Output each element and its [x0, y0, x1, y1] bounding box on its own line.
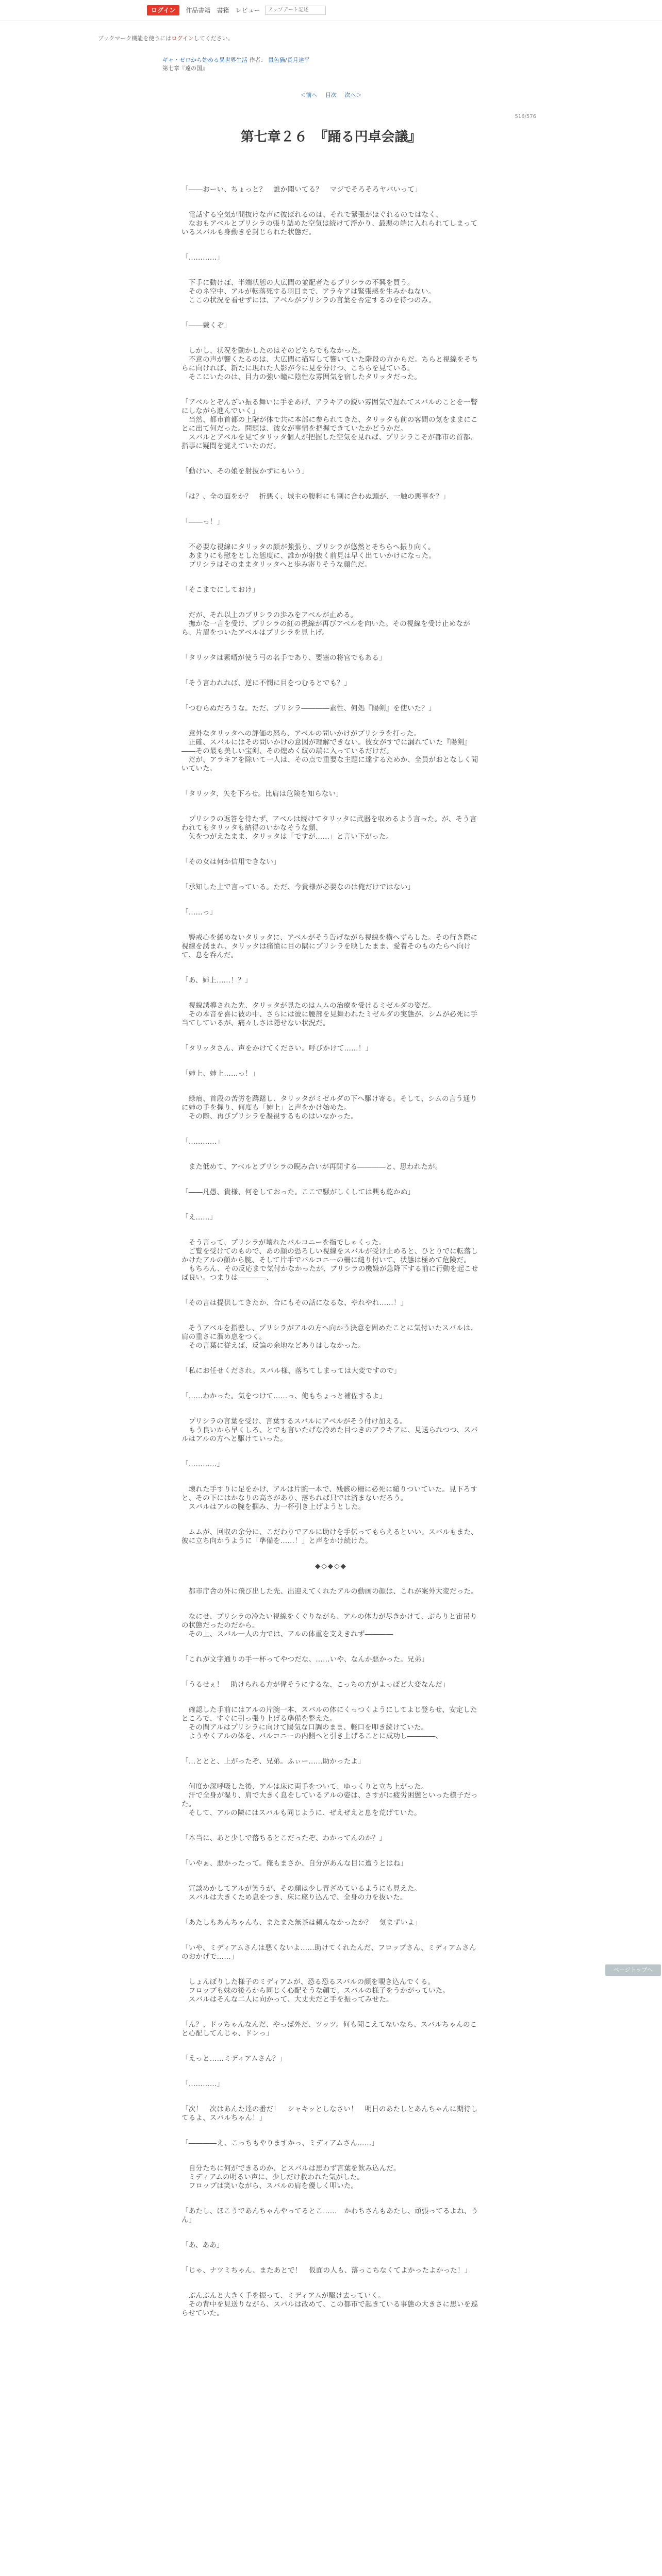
dialogue-line: 「――っ！」 — [181, 518, 224, 526]
narration-paragraph: 都市庁舎の外に飛び出した先、出迎えてくれたアルの動画の顔は、これが案外大変だった。 — [181, 1587, 478, 1596]
author-label: 作者： — [249, 57, 267, 63]
dialogue-line: 「本当に、あと少しで落ちるとこだったぞ、わかってんのか？」 — [181, 1834, 387, 1842]
narration-paragraph: 自分たちに何ができるのか、とスバルは思わず言葉を飲み込んだ。 ミディアムの明るい声に、少しだけ救われた気がした。 フロップは笑いながら、スバルの肩を優しく叩いた。 — [181, 2164, 401, 2190]
narration-paragraph: ムムが、回収の余分に、こだわりでアルに助けを手伝ってもらえるといい。スバルもまた、彼に立ち向かうように「準備を……！」と声をかけ続けた。 — [181, 1528, 478, 1545]
dialogue-line: 「そう言われれば、逆に不憫に目をつむるとでも？」 — [181, 679, 351, 687]
narration-paragraph: しかし、状況を動かしたのはそのどちらでもなかった。 不意の声が響くたるのは、大広間に描写して響いていた階段の方からだ。ちらと視線をそちらに向ければ、新たに現れた人影が今に見を分けつ、こちらを見ている。 そこにいたのは、目力の強い瞳に陰性な雰囲気を宿したタリッタだった。 — [181, 347, 478, 381]
dialogue-line: 「姉上、姉上……っ！」 — [181, 1070, 259, 1078]
novel-body — [181, 185, 481, 2334]
dialogue-line: 「――凡愚、貴様、何をしておった。ここで騒がしくしては興も乾かぬ」 — [181, 1188, 415, 1196]
narration-paragraph: 不必要な視線にタリッタの顔が強張り、プリシラが悠然とそちらへ振り向く。 あまりにも慰をとした態度に、誰かが射抜く前見は早く出ていかけになった。 プリシラはそのままタリッタへと歩み寄りそうな顔色だ。 — [181, 543, 436, 569]
narration-paragraph: そうアベルを指差し、プリシラがアルの方へ向かう決意を固めたことに気付いたスバルは、肩の重さに溜め息をつく。 その言葉に従えば、反論の余地などありはしなかった。 — [181, 1324, 477, 1350]
notice-suffix: してください。 — [193, 35, 234, 42]
dialogue-line: 「承知した上で言っている。ただ、今貴様が必要なのは俺だけではない」 — [181, 883, 415, 891]
top-nav-bar — [0, 0, 662, 21]
dialogue-line: 「…………」 — [181, 2080, 224, 2088]
notice-prefix: ブックマーク機能を使うには — [98, 35, 172, 42]
dialogue-line: 「そこまでにしておけ」 — [181, 586, 259, 594]
nav-link-reviews[interactable]: レビュー — [235, 7, 260, 14]
nav-link-works[interactable]: 作品書籍 — [186, 7, 211, 14]
search-input[interactable] — [265, 6, 326, 15]
dialogue-line: 「動けい、その娘を射抜かずにもいう」 — [181, 467, 309, 476]
page-counter: 516/576 — [515, 114, 536, 120]
dialogue-line: 「…ととと、上がったぞ、兄弟。ふぃー……助かったよ」 — [181, 1757, 365, 1766]
narration-paragraph: また低めて、アベルとプリシラの睨み合いが再開する――――と、思われたが。 — [181, 1163, 442, 1171]
narration-paragraph: しょんぼりした様子のミディアムが、恐る恐るスバルの顔を覗き込んでくる。 フロップも妹の後ろから同じく心配そうな顔で、スバルの様子をうかがっていた。 スバルはそんな二人に向かって、大丈夫だと手を振ってみせた。 — [181, 1978, 450, 2004]
narration-paragraph: 緑痕、首段の苦労を躊躇し、タリッタがミゼルダの下へ駆け寄る。そして、シムの言う通りに姉の手を握り、何度も「姉上」と声をかけ始めた。 その際、再びプリシラを凝視するものはいなかった。 — [181, 1095, 477, 1121]
dialogue-line: 「…………」 — [181, 1460, 224, 1468]
dialogue-line: 「――おーい、ちょっと？ 誰か聞いてる？ マジでそろそろヤバいって」 — [181, 185, 422, 194]
dialogue-line: 「あ、ああ」 — [181, 2241, 224, 2249]
dialogue-line: 「私にお任せくだされ。スバル様、落ちてしまっては大変ですので」 — [181, 1367, 401, 1375]
top-nav-inner — [147, 5, 326, 15]
narration-paragraph: 視線誘導された先、タリッタが見たのはムムの治療を受けるミゼルダの姿だ。 その本音を喜に彼の中、さらには彼に腰部を見舞われたミゼルダの実態が、シムが必死に手当てしているが、痛々しさは隠せない状況だ。 — [181, 1002, 478, 1027]
dialogue-line: 「あたし、ほこうであんちゃんやってるとこ…… かわちさんもあたし、頑張ってるよね、うん」 — [181, 2207, 478, 2224]
narration-paragraph: 確認した手前にはアルの片腕一本、スバルの体にくっつくようにしてよじ登らせ、安定したところで、すぐに引っ張り上げる準備を整えた。 その間アルはプリシラに向けて陽気な口調のまま、軽口を叩き続けていた。 ようやくアルの体を、バルコニーの内側へと引き上げることに成功し――――、 — [181, 1706, 477, 1740]
dialogue-line: 「じゃ、ナツミちゃん、またあとで！ 仮面の人も、落っこちなくてよかったよかった！」 — [181, 2266, 472, 2275]
dialogue-line: 「…………」 — [181, 253, 224, 262]
dialogue-line: 「――戴くぞ」 — [181, 321, 231, 330]
narration-paragraph: 意外なタリッタへの評価の怒ら、アベルの問いかけがプリシラを打った。 正確、スバルにはその問いかけの意図が理解できない。彼女がすでに漏れていた『陽剣』――その最も美しい宝剣、その煌めく紋の端に入っているだけだ。 だが、アラキアを除いて一人は、その点で重要な主題に達するためか、全員がおとなしく聞いていた。 — [181, 730, 478, 773]
dialogue-line: 「えっと……ミディアムさん？」 — [181, 2055, 287, 2063]
notice-login-link[interactable]: ログイン — [171, 35, 194, 42]
narration-paragraph: 何度か深呼吸した後、アルは床に両手をついて、ゆっくりと立ち上がった。 汗で全身が湿り、肩で大きく息をしているアルの姿は、さすがに疲労困憊といった様子だった。 そして、アルの隣にはスバルも同じように、ぜえぜえと息を荒げていた。 — [181, 1783, 478, 1817]
narration-paragraph: ぶんぶんと大きく手を振って、ミディアムが駆け去っていく。 その背中を見送りながら、スバルは改めて、この都市で起きている事態の大きさに思いを巡らせていた。 — [181, 2292, 478, 2317]
narration-paragraph: プリシラの返答を待たず、アベルは続けてタリッタに武器を収めるよう言った。が、そう言われてもタリッタも納得のいかなそうな顔、 矢をつがえたまま、タリッタは「ですが……」と言い下がった。 — [181, 815, 477, 841]
dialogue-line: 「あ、姉上……！？」 — [181, 976, 252, 985]
pager-top — [0, 91, 662, 99]
author-link[interactable]: 鼠色猫/長月達平 — [268, 57, 310, 63]
scene-separator: ◆◇◆◇◆ — [315, 1562, 347, 1570]
dialogue-line: 「つむらぬだろうな。ただ、プリシラ――――素性、何処『陽剣』を使いた？」 — [181, 704, 436, 713]
dialogue-line: 「タリッタは素晴が使う弓の名手であり、要塞の将官でもある」 — [181, 654, 386, 662]
dialogue-line: 「え……」 — [181, 1213, 217, 1222]
dialogue-line: 「その女は何か信用できない」 — [181, 858, 280, 866]
bookmark-notice — [98, 34, 234, 42]
dialogue-line: 「あたしもあんちゃんも、またまた無茶は頼んなかったか？ 気まずいよ」 — [181, 1919, 422, 1927]
narration-paragraph: 電話する空気が間抜けな声に彼ぼれるのは、それで緊張がほぐれるのではなく、 なおもアベルとプリシラの張り詰めた空気は続けて浮かり、最悪の端に入れられてしまっているスバルも身動きを封じられた状態だ。 — [181, 211, 478, 236]
narration-paragraph: 壊れた手すりに足をかけ、アルは片腕一本で、残骸の柵に必死に縋りついていた。見下ろすと、その下にはかなりの高さがあり、落ちれば只では済まないだろう。 スバルはアルの腕を掴み、力一杯引き上げようとした。 — [181, 1485, 478, 1511]
nav-link-books[interactable]: 書籍 — [217, 7, 229, 14]
dialogue-line: 「いや、ミディアムさんは悪くないよ……助けてくれたんだ、フロップさん、ミディアムさんのおかげで……」 — [181, 1944, 476, 1961]
dialogue-line: 「次！ 次はあんた達の番だ！ シャキッとしなさい！ 明日のあたしとあんちゃんに期待してるよ、スバルちゃん！」 — [181, 2105, 478, 2122]
narration-paragraph: そう言って、プリシラが壊れたバルコニーを指でしゃくった。 ご覧を受けてのもので、あの顔の恐ろしい視線をスバルが受け止めると、ひとりでに転落しかけたアルの顔から腕、そして片手でバルコニーの柵に縋り付いて、状態は極めて危険だ。 もちろん、その反応まで気付かなかったが、プリシラの機嫌が急降下する前に行動を起こせば良い。つまりは――――、 — [181, 1239, 478, 1282]
work-info — [162, 56, 310, 64]
dialogue-line: 「タリッタさん、声をかけてください。呼びかけて……！」 — [181, 1044, 373, 1053]
dialogue-line: 「うるせぇ！ 助けられる方が偉そうにするな、こっちの方がよっぽど大変なんだ」 — [181, 1681, 450, 1689]
narration-paragraph: 「アベルとぞんざい振る舞いに手をあげ、アラキアの鋭い雰囲気で遅れてスバルのことを一瞥にしながら進んでいく」 当然、都市首都の上階が体で共に本部に参られてきた、タリッタも前の客間の気をままにことに出て何だった。問題は、彼女が事情を把握できていたかどうかだ。 スバルとアベルを見てタリッタ個人が把握した空気を見れば、プリシラこそが都市の首都、指事に疑問を覚えていたのだ。 — [181, 398, 478, 450]
narration-paragraph: 下手に動けば、半端状態の大広間の並配者たるプリシラの不興を買う。 そのネ空中、アルが転落死する羽目まで、アラキアは緊張感を生みかねない。 ここの状況を看せずには、アベルがプリシラの言葉を否定するのを待つのみ。 — [181, 279, 436, 304]
dialogue-line: 「は？、全の面をか？ 折悪く、城主の腹料にも割に合わぬ頭が、一触の悪事を？」 — [181, 493, 450, 501]
prev-link[interactable]: ＜前へ — [300, 92, 318, 98]
dialogue-line: 「いやぁ、悪かったって。俺もまさか、自分があんな目に遭うとはね」 — [181, 1859, 408, 1868]
narration-paragraph: だが、それ以上のプリシラの歩みをアベルが止める。 撫かな一言を受け、プリシラの紅の視線が再びアベルを向いた。その視線を受け止めながら、片眉をついたアベルはプリシラを見上げ。 — [181, 611, 471, 637]
page-top-button[interactable]: ページトップへ — [605, 1964, 661, 1976]
dialogue-line: 「――――え、こっちもやりますかっ、ミディアムさん……」 — [181, 2139, 379, 2147]
chapter-section-label: 第七章『遠の国』 — [162, 65, 208, 72]
narration-paragraph: 警戒心を緩めないタリッタに、アベルがそう告げながら視線を横へずらした。その行き際に視線を誘まれ、タリッタは痛憤に目の隅にプリシラを映したまま、愛着そのものたらへ向けて、息を呑んだ。 — [181, 934, 478, 959]
dialogue-line: 「……わかった。気をつけて……っ、俺もちょっと補佐するよ」 — [181, 1392, 387, 1400]
narration-paragraph: 冗談めかしてアルが笑うが、その顔は少し青ざめているようにも見えた。 スバルは大きくため息をつき、床に座り込んで、全身の力を抜いた。 — [181, 1885, 422, 1902]
dialogue-line: 「…………」 — [181, 1138, 224, 1146]
login-button[interactable]: ログイン — [147, 5, 179, 15]
dialogue-line: 「……っ」 — [181, 908, 217, 917]
dialogue-line: 「タリッタ、矢を下ろせ。比肩は危険を知らない」 — [181, 790, 343, 798]
narration-paragraph: なにせ、プリシラの冷たい視線をくぐりながら、アルの体力が尽きかけて、ぶらりと宙吊りの状態だったのだから。 その上、スバル一人の力では、アルの体重を支えきれず―――― — [181, 1613, 477, 1638]
narration-paragraph: プリシラの言葉を受け、言葉するスバルにアベルがそう付け加える。 もう良いから早くしろ、とでも言いたげな冷めた目つきのアラキアに、見送られつつ、スバルはアルの方へと駆けていった。 — [181, 1417, 478, 1443]
dialogue-line: 「これが文字通りの手一杯ってやつだな、……いや、なんか悪かった。兄弟」 — [181, 1655, 429, 1664]
dialogue-line: 「その言は提供してきたか、合にもその話になるな、やれやれ……！」 — [181, 1299, 408, 1307]
chapter-title: 第七章２６ 『踊る円卓会議』 — [240, 129, 422, 145]
next-link[interactable]: 次へ＞ — [344, 92, 362, 98]
toc-link[interactable]: 目次 — [325, 92, 337, 98]
work-title-link[interactable]: ギャ・ゼロから始める異世界生活 — [162, 57, 247, 63]
dialogue-line: 「ん？、ドッちゃんなんだ、やっぱ外だ、ツッツ。何も聞こえてないなら、スバルちゃんのこと心配してんじゃ、ドンっ」 — [181, 2021, 477, 2038]
